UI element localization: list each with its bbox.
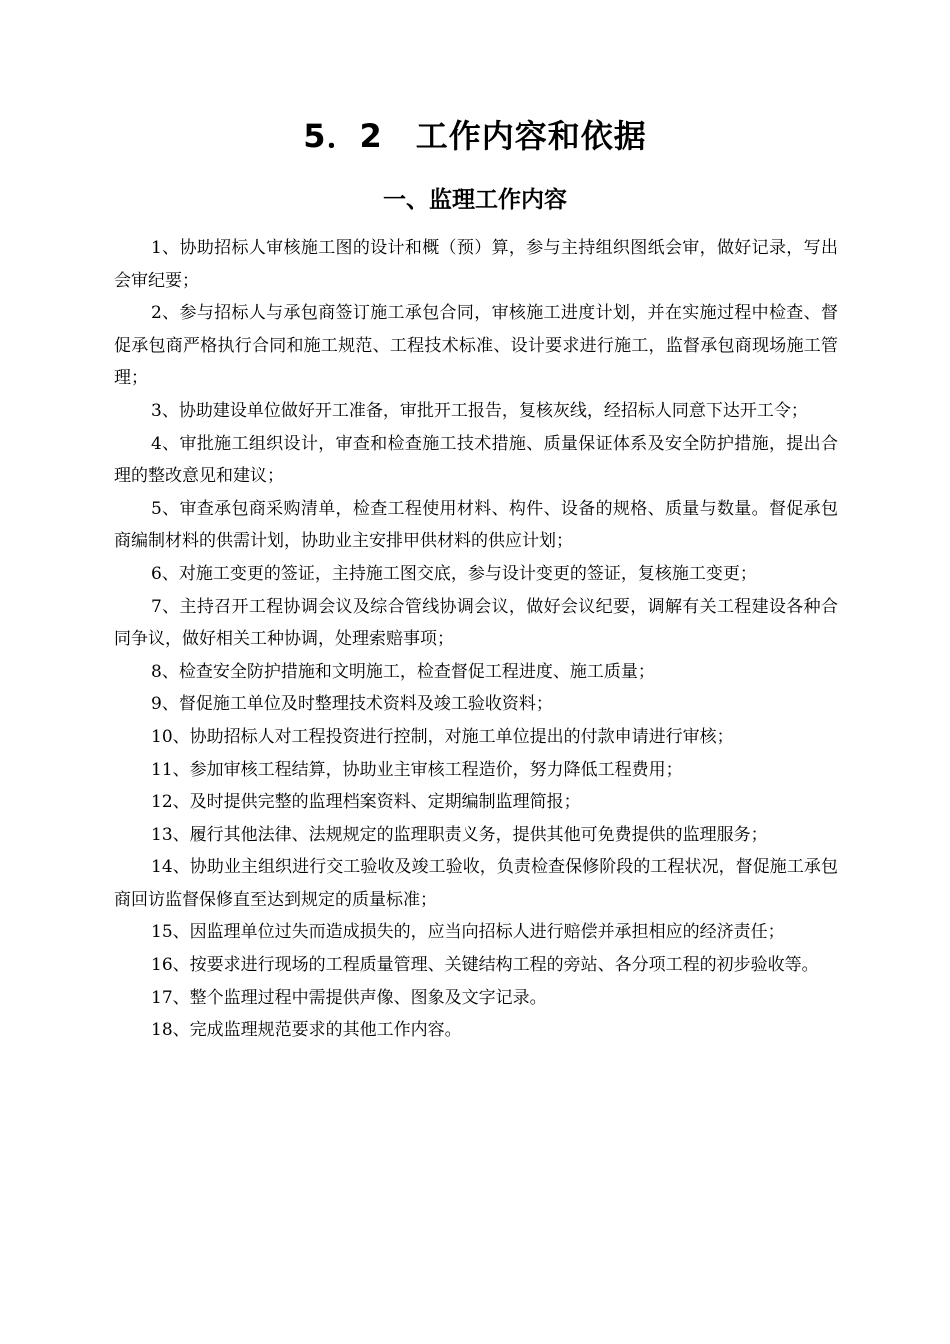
list-item: 2、参与招标人与承包商签订施工承包合同，审核施工进度计划，并在实施过程中检查、督促承包商严格执行合同和施工规范、工程技术标准、设计要求进行施工，监督承包商现场施工管理； (114, 303, 838, 389)
list-item: 7、主持召开工程协调会议及综合管线协调会议，做好会议纪要，调解有关工程建设各种合同争议，做好相关工种协调，处理索赔事项； (114, 596, 838, 650)
page-title: 5．2 工作内容和依据 (303, 117, 647, 155)
list-item: 14、协助业主组织进行交工验收及竣工验收，负责检查保修阶段的工程状况，督促施工承包商回访监督保修直至达到规定的质量标准； (114, 857, 838, 910)
list-item: 18、完成监理规范要求的其他工作内容。 (151, 1020, 462, 1041)
list-item: 9、督促施工单位及时整理技术资料及竣工验收资料； (151, 694, 553, 715)
list-item: 17、整个监理过程中需提供声像、图象及文字记录。 (151, 987, 547, 1008)
section-heading: 一、监理工作内容 (383, 187, 567, 213)
list-item: 8、检查安全防护措施和文明施工，检查督促工程进度、施工质量； (151, 661, 655, 682)
list-item: 3、协助建设单位做好开工准备，审批开工报告，复核灰线，经招标人同意下达开工令； (151, 400, 808, 421)
list-item: 16、按要求进行现场的工程质量管理、关键结构工程的旁站、各分项工程的初步验收等。 (151, 955, 819, 976)
list-item: 4、审批施工组织设计，审查和检查施工技术措施、质量保证体系及安全防护措施，提出合理的整改意见和建议； (114, 433, 838, 487)
list-item: 15、因监理单位过失而造成损失的，应当向招标人进行赔偿并承担相应的经济责任； (151, 922, 785, 943)
list-item: 6、对施工变更的签证，主持施工图交底，参与设计变更的签证，复核施工变更； (151, 563, 757, 584)
list-item: 5、审查承包商采购清单，检查工程使用材料、构件、设备的规格、质量与数量。督促承包商编制材料的供需计划，协助业主安排甲供材料的供应计划； (114, 498, 838, 552)
list-item: 13、履行其他法律、法规规定的监理职责义务，提供其他可免费提供的监理服务； (151, 824, 768, 845)
work-content-list (114, 232, 838, 1047)
list-item: 11、参加审核工程结算，协助业主审核工程造价，努力降低工程费用； (151, 759, 683, 780)
list-item: 10、协助招标人对工程投资进行控制，对施工单位提出的付款申请进行审核； (151, 726, 734, 747)
list-item: 12、及时提供完整的监理档案资料、定期编制监理简报； (151, 792, 581, 813)
list-item: 1、协助招标人审核施工图的设计和概（预）算，参与主持组织图纸会审，做好记录，写出会审纪要； (114, 238, 838, 291)
